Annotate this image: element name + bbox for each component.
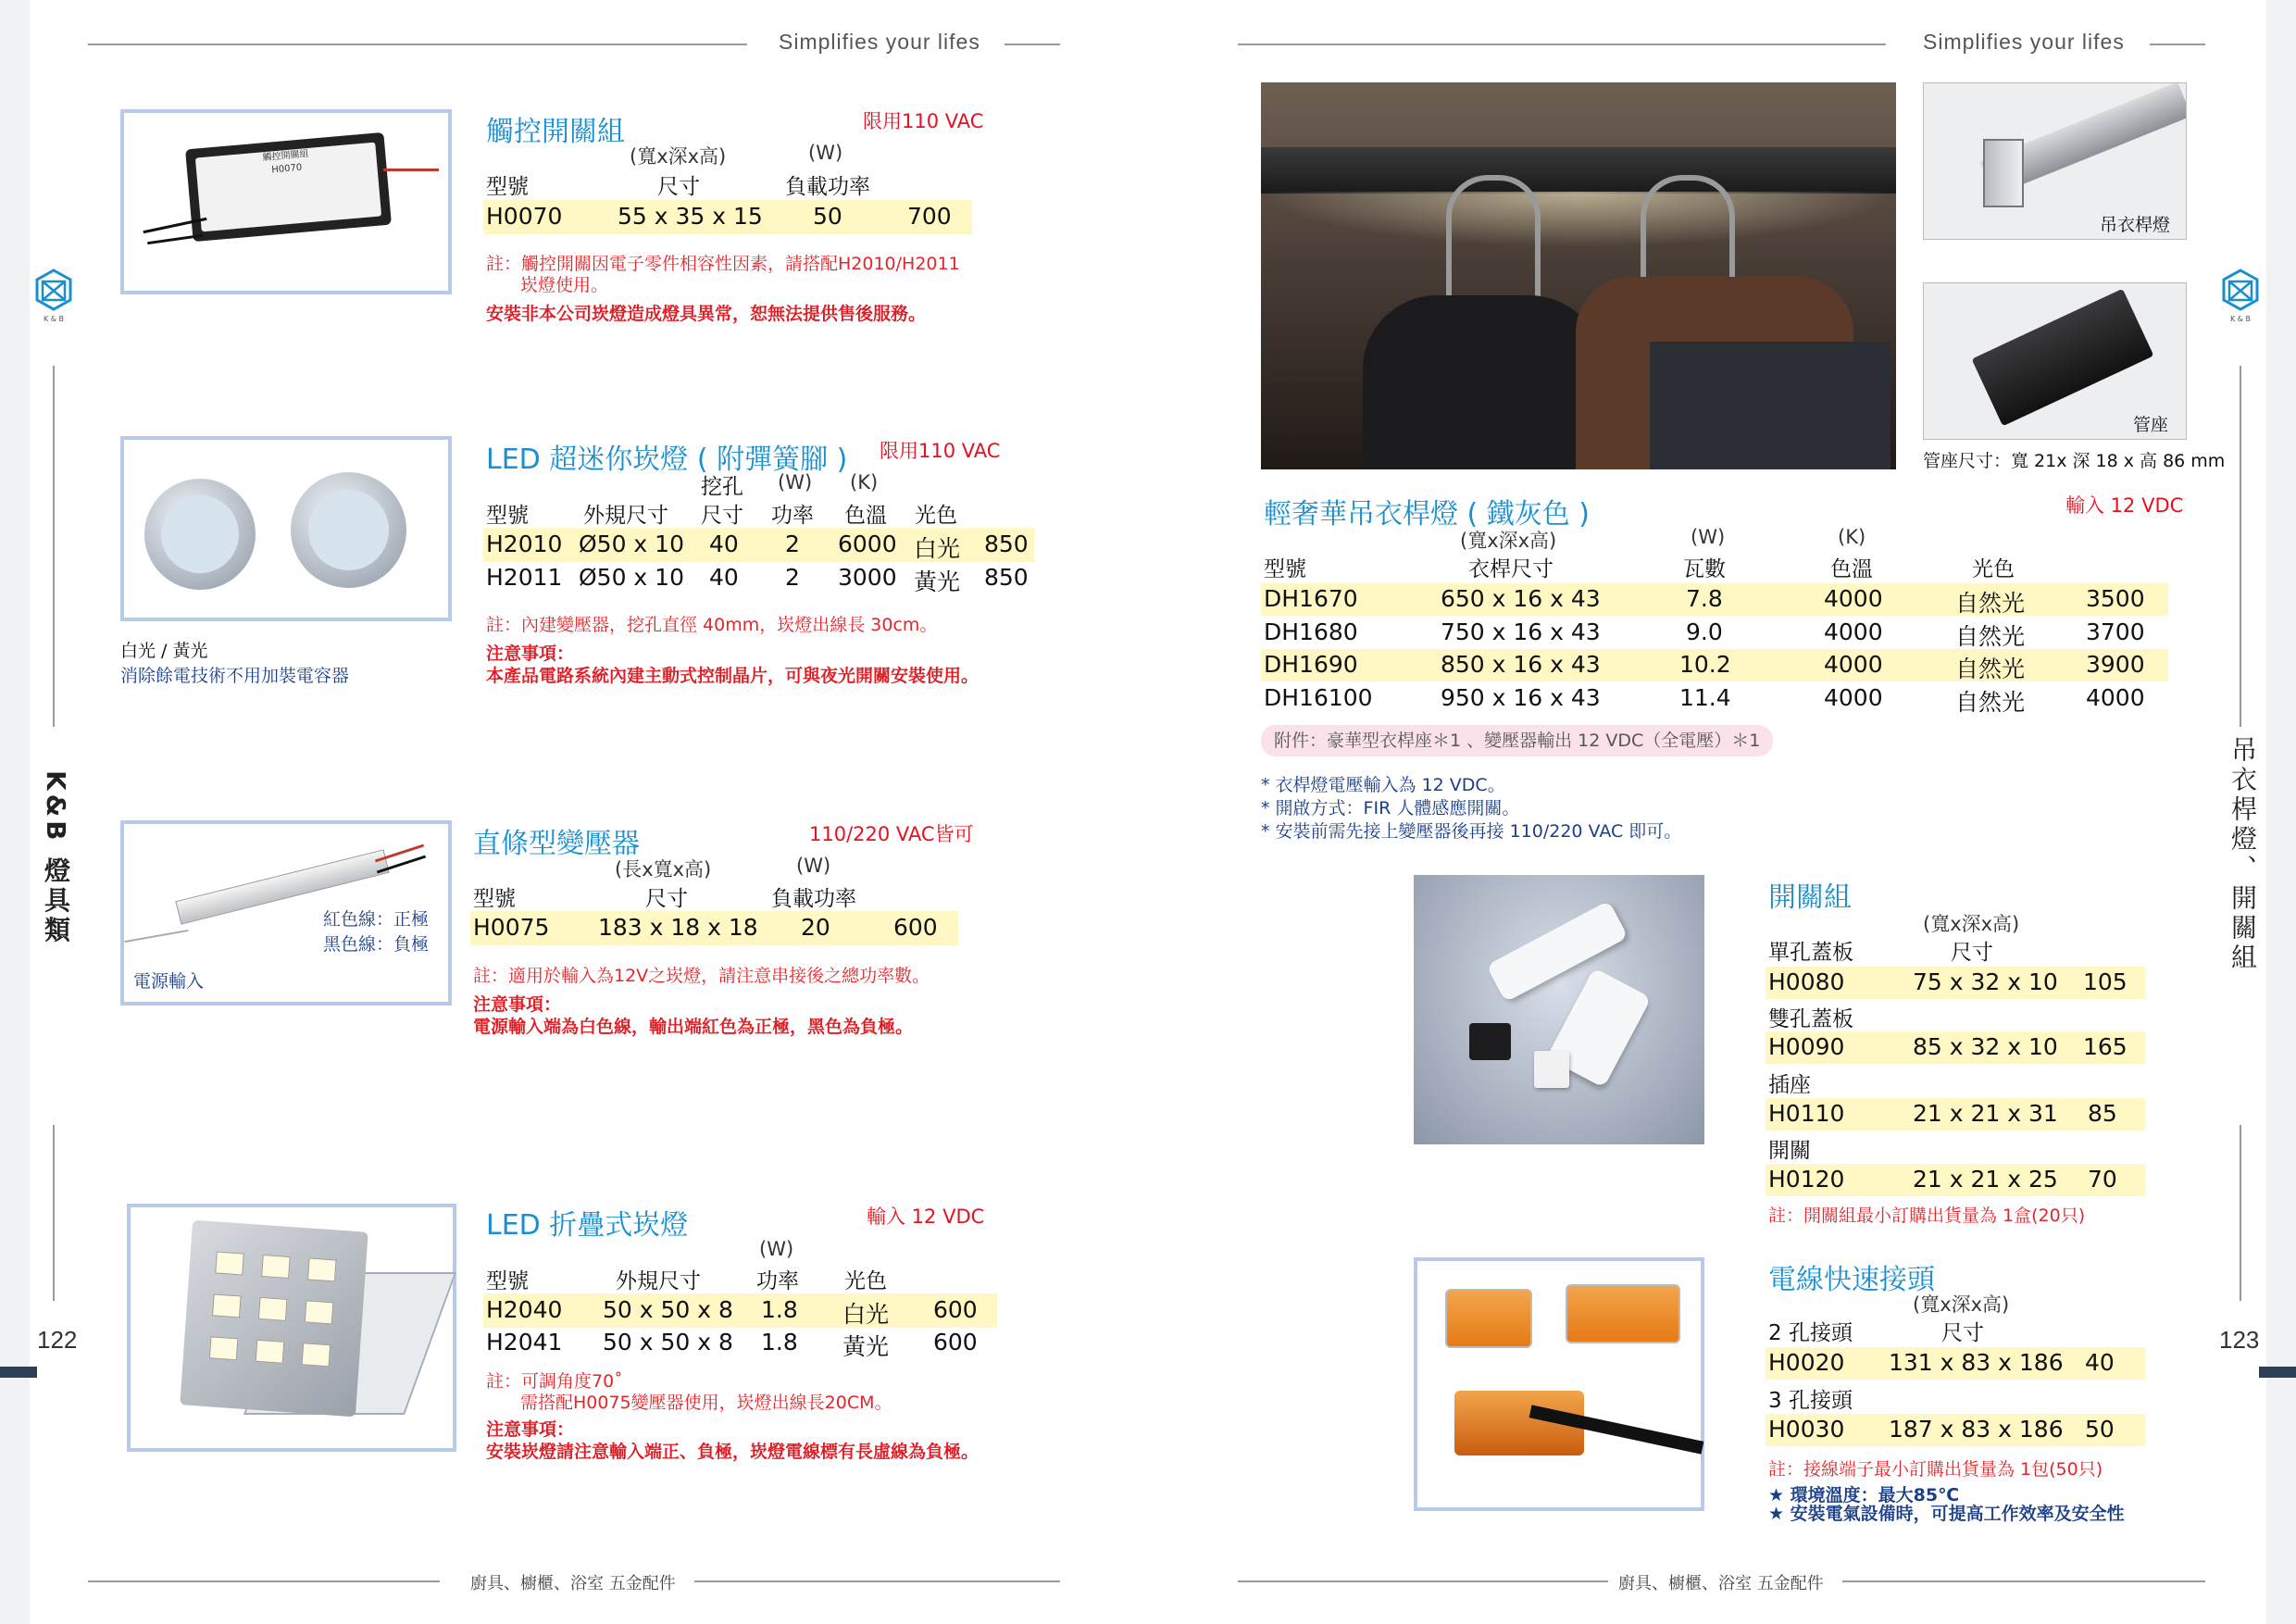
mini-downlight-col-power: 功率: [771, 504, 814, 528]
mini-downlight-row1-price: 850: [984, 531, 1029, 557]
mini-downlight-white: [144, 479, 256, 590]
folding-light-row1-model: H2040: [486, 1296, 563, 1323]
folding-light-col-power: 功率: [756, 1269, 799, 1293]
transformer-col-model: 型號: [473, 887, 516, 911]
switch-set-col-size: 尺寸: [1951, 941, 1993, 965]
header-slogan-right: Simplifies your lifes: [1923, 30, 2125, 54]
touch-switch-row-power: 50: [813, 203, 842, 230]
mini-downlight-row1-power: 2: [785, 531, 800, 557]
connector-row1-size: 131 x 83 x 186: [1889, 1349, 2064, 1376]
transformer-label-input: 電源輸入: [133, 971, 205, 992]
socket-size-caption: 管座尺寸：寬 21x 深 18 x 高 86 mm: [1923, 451, 2226, 471]
folding-light-row2-price: 600: [933, 1329, 978, 1355]
touch-switch-row-model: H0070: [486, 203, 563, 230]
rod-light-unit-k: (K): [1838, 526, 1866, 548]
switch-set-row2-model: H0090: [1768, 1033, 1845, 1060]
brand-logo-left: [35, 269, 72, 323]
folding-light-panel: [180, 1220, 368, 1418]
mini-downlight-row2-outer: Ø50 x 10: [579, 564, 684, 591]
header-slogan-left: Simplifies your lifes: [779, 30, 980, 54]
folding-light-col-color: 光色: [844, 1269, 887, 1293]
switch-set-row1-model: H0080: [1768, 968, 1845, 995]
connector-star-1: ★ 環境溫度：最大85℃: [1768, 1485, 1960, 1505]
transformer-note: 註：適用於輸入為12V之崁燈，請注意串接後之總功率數。: [473, 966, 930, 986]
rod-light-jacket-1: [1363, 295, 1603, 469]
touch-switch-col-model: 型號: [486, 175, 529, 199]
folding-light-unit-w: (W): [759, 1238, 794, 1260]
touch-switch-unit-w: (W): [808, 142, 843, 164]
transformer-image-frame: [120, 820, 452, 1006]
footer-text-right: 廚具、櫥櫃、浴室 五金配件: [1618, 1574, 1824, 1593]
connector-unit-size: (寬x深x高): [1913, 1293, 2010, 1316]
touch-switch-wire-red: [383, 169, 439, 171]
switch-set-note: 註：開關組最小訂購出貨量為 1盒(20只): [1768, 1206, 2086, 1226]
mini-downlight-row2-model: H2011: [486, 564, 563, 591]
header-rule-right-a: [1238, 44, 1886, 45]
touch-switch-row-price: 700: [907, 203, 952, 230]
folding-light-col-model: 型號: [486, 1269, 529, 1293]
transformer-wire-white: [124, 930, 188, 943]
rod-light-row2-model: DH1680: [1264, 618, 1358, 645]
page-tab-left: [0, 1367, 37, 1378]
side-rule-left-bottom: [53, 1125, 55, 1301]
mini-downlight-warn-title: 注意事項：: [486, 643, 575, 664]
rod-light-row2-color: 自然光: [1955, 623, 2026, 650]
folding-light-row2-color: 黃光: [842, 1333, 890, 1360]
switch-set-row3-model: H0110: [1768, 1100, 1845, 1127]
mini-downlight-col-temp: 色溫: [844, 504, 887, 528]
mini-downlight-row1-temp: 6000: [838, 531, 897, 557]
mini-downlight-row2-temp: 3000: [838, 564, 897, 591]
switch-set-group2-name: 雙孔蓋板: [1768, 1007, 1853, 1031]
footer-rule-left-b: [694, 1580, 1060, 1582]
folding-light-note-2: 需搭配H0075變壓器使用，崁燈出線長20CM。: [520, 1393, 892, 1413]
mini-downlight-warning: 本產品電路系統內建主動式控制晶片，可與夜光開關安裝使用。: [486, 666, 980, 686]
touch-switch-note-1: 註：觸控開關因電子零件相容性因素，請搭配H2010/H2011: [486, 254, 960, 274]
switch-set-switch: [1469, 1023, 1511, 1060]
touch-switch-limit: 限用110 VAC: [863, 110, 984, 132]
folding-light-row2-power: 1.8: [761, 1329, 798, 1355]
rail-profile-image: [1923, 82, 2187, 240]
mini-downlight-warm: [291, 472, 406, 588]
footer-text-left: 廚具、櫥櫃、浴室 五金配件: [470, 1574, 676, 1593]
page-tab-right: [2259, 1367, 2296, 1378]
rod-light-unit-w: (W): [1691, 526, 1726, 548]
mini-downlight-col-size: 尺寸: [701, 504, 743, 528]
mini-downlight-row2-color: 黃光: [914, 568, 961, 595]
folding-light-col-outer: 外規尺寸: [616, 1269, 701, 1293]
mini-downlight-caption-1: 白光 / 黃光: [120, 641, 208, 661]
rod-light-jacket-2: [1650, 342, 1890, 469]
connector-2hole: [1445, 1289, 1532, 1348]
touch-switch-note-2: 崁燈使用。: [520, 275, 609, 295]
folding-light-note-1: 註：可調角度70˚: [486, 1371, 623, 1392]
switch-set-row1-price: 105: [2083, 968, 2128, 995]
rod-light-accessory: 附件：豪華型衣桿座＊1 、變壓器輸出 12 VDC（全電壓）＊1: [1261, 725, 1773, 756]
rod-light-photo: [1261, 82, 1896, 469]
touch-switch-row-size: 55 x 35 x 15: [618, 203, 763, 230]
connector-title: 電線快速接頭: [1768, 1264, 1935, 1296]
connector-row1-model: H0020: [1768, 1349, 1845, 1376]
switch-set-row4-size: 21 x 21 x 25: [1913, 1166, 2058, 1193]
footer-rule-right-b: [1842, 1580, 2205, 1582]
connector-star-2: ★ 安裝電氣設備時，可提高工作效率及安全性: [1768, 1504, 2125, 1524]
page-number-right: 123: [2219, 1326, 2260, 1354]
rod-light-row3-temp: 4000: [1824, 651, 1883, 678]
mini-downlight-row1-color: 白光: [914, 535, 961, 562]
transformer-unit-w: (W): [796, 855, 831, 877]
transformer-col-size: 尺寸: [645, 887, 688, 911]
transformer-warning: 電源輸入端為白色線，輸出端紅色為正極，黑色為負極。: [473, 1017, 914, 1037]
side-rule-left-top: [53, 366, 55, 727]
brand-logo-text-left: K & B: [43, 315, 65, 323]
rod-light-row4-model: DH16100: [1264, 684, 1373, 711]
touch-switch-col-size: 尺寸: [657, 175, 700, 199]
connector-image-frame: [1414, 1257, 1704, 1511]
mini-downlight-col-model: 型號: [486, 504, 529, 528]
mini-downlight-row1-outer: Ø50 x 10: [579, 531, 684, 557]
rod-light-row1-watt: 7.8: [1686, 585, 1723, 612]
switch-set-row2-price: 165: [2083, 1033, 2128, 1060]
brand-logo-right: [2222, 269, 2259, 323]
rod-light-col-temp: 色溫: [1830, 557, 1873, 581]
side-rule-right-bottom: [2240, 1125, 2241, 1301]
connector-group1-name: 2 孔接頭: [1768, 1321, 1853, 1345]
connector-row2-price: 50: [2085, 1416, 2115, 1443]
rod-light-row2-price: 3700: [2086, 618, 2145, 645]
rod-light-row4-size: 950 x 16 x 43: [1441, 684, 1601, 711]
rod-light-row2-watt: 9.0: [1686, 618, 1723, 645]
socket-image: [1923, 282, 2187, 440]
touch-switch-col-power: 負載功率: [785, 175, 870, 199]
transformer-row-power: 20: [801, 914, 830, 941]
switch-set-row4-model: H0120: [1768, 1166, 1845, 1193]
folding-light-row1-price: 600: [933, 1296, 978, 1323]
touch-switch-image-frame: [120, 109, 452, 294]
connector-3hole: [1566, 1284, 1680, 1343]
header-rule-right-b: [2150, 44, 2205, 45]
transformer-label-black: 黑色線：負極: [323, 934, 430, 955]
brand-logo-text-right: K & B: [2229, 315, 2252, 323]
rod-light-row2-temp: 4000: [1824, 618, 1883, 645]
folding-light-title: LED 折疊式崁燈: [486, 1209, 689, 1242]
mini-downlight-unit-k: (K): [850, 471, 879, 493]
mini-downlight-limit: 限用110 VAC: [880, 440, 1001, 462]
switch-set-unit-size: (寬x深x高): [1923, 913, 2020, 935]
right-edge-strip: [2266, 0, 2296, 1624]
mini-downlight-image-frame: [120, 436, 452, 621]
mini-downlight-col-outer: 外規尺寸: [583, 504, 668, 528]
rod-light-col-size: 衣桿尺寸: [1468, 557, 1554, 581]
rod-light-row1-temp: 4000: [1824, 585, 1883, 612]
mini-downlight-unit-w: (W): [778, 471, 813, 493]
rod-light-limit: 輸入 12 VDC: [2065, 494, 2184, 517]
transformer-warn-title: 注意事項：: [473, 994, 562, 1015]
rod-light-row4-price: 4000: [2086, 684, 2145, 711]
mini-downlight-row1-model: H2010: [486, 531, 563, 557]
touch-switch-device-label: 觸控開關組: [262, 148, 309, 164]
transformer-row-size: 183 x 18 x 18: [598, 914, 758, 941]
mini-downlight-caption-2: 消除餘電技術不用加裝電容器: [120, 666, 350, 686]
rail-profile-label: 吊衣桿燈: [2100, 215, 2171, 235]
footer-rule-left-a: [88, 1580, 440, 1582]
touch-switch-device: [185, 132, 392, 242]
rod-light-col-model: 型號: [1264, 557, 1306, 581]
switch-set-row1-size: 75 x 32 x 10: [1913, 968, 2058, 995]
transformer-row-model: H0075: [473, 914, 550, 941]
switch-set-row4-price: 70: [2088, 1166, 2117, 1193]
transformer-col-power: 負載功率: [771, 887, 856, 911]
mini-downlight-row1-hole: 40: [709, 531, 739, 557]
rod-light-row1-size: 650 x 16 x 43: [1441, 585, 1601, 612]
folding-light-row1-power: 1.8: [761, 1296, 798, 1323]
rod-light-glow: [1261, 192, 1896, 247]
switch-set-row3-price: 85: [2088, 1100, 2117, 1127]
rod-light-row3-watt: 10.2: [1679, 651, 1731, 678]
switch-set-group3-name: 插座: [1768, 1073, 1811, 1097]
rod-light-row3-price: 3900: [2086, 651, 2145, 678]
rod-light-row1-model: DH1670: [1264, 585, 1358, 612]
connector-row2-size: 187 x 83 x 186: [1889, 1416, 2064, 1443]
connector-row1-price: 40: [2085, 1349, 2115, 1376]
rod-light-row3-model: DH1690: [1264, 651, 1358, 678]
left-edge-strip: [0, 0, 30, 1624]
switch-set-socket: [1534, 1051, 1569, 1088]
mini-downlight-title: LED 超迷你崁燈 ( 附彈簧腳 ): [486, 443, 848, 476]
folding-light-warning: 安裝崁燈請注意輸入端正、負極，崁燈電線標有長虛線為負極。: [486, 1442, 980, 1462]
mini-downlight-row2-price: 850: [984, 564, 1029, 591]
rod-light-row3-size: 850 x 16 x 43: [1441, 651, 1601, 678]
switch-set-row3-size: 21 x 21 x 31: [1913, 1100, 2058, 1127]
rod-light-rail: [1261, 147, 1896, 194]
category-label-left: K&B 燈具類: [41, 770, 71, 946]
mini-downlight-row2-power: 2: [785, 564, 800, 591]
category-label-right: 吊衣桿燈、開關組: [2227, 736, 2258, 973]
switch-set-title: 開關組: [1768, 881, 1852, 914]
socket-label: 管座: [2133, 415, 2169, 435]
rod-light-col-color: 光色: [1972, 557, 2015, 581]
side-rule-right-top: [2240, 366, 2241, 727]
folding-light-row2-model: H2041: [486, 1329, 563, 1355]
touch-switch-device-model: H0070: [270, 162, 303, 176]
switch-set-row2-size: 85 x 32 x 10: [1913, 1033, 2058, 1060]
folding-light-limit: 輸入 12 VDC: [867, 1206, 985, 1228]
transformer-unit-size: (長x寬x高): [615, 858, 712, 881]
folding-light-warn-title: 注意事項：: [486, 1419, 575, 1440]
rod-light-unit-size: (寬x深x高): [1460, 530, 1557, 552]
switch-set-photo: [1414, 875, 1704, 1144]
touch-switch-title: 觸控開關組: [486, 116, 625, 148]
rod-light-col-watt: 瓦數: [1683, 557, 1726, 581]
rod-light-row2-size: 750 x 16 x 43: [1441, 618, 1601, 645]
touch-switch-warning: 安裝非本公司崁燈造成燈具異常，恕無法提供售後服務。: [486, 304, 927, 324]
connector-col-size: 尺寸: [1941, 1321, 1984, 1345]
folding-light-row1-color: 白光: [842, 1301, 890, 1328]
switch-set-group4-name: 開關: [1768, 1139, 1811, 1163]
transformer-row-price: 600: [893, 914, 938, 941]
folding-light-row1-outer: 50 x 50 x 8: [603, 1296, 733, 1323]
page-number-left: 122: [37, 1326, 78, 1354]
mini-downlight-row2-hole: 40: [709, 564, 739, 591]
mini-downlight-note: 註：內建變壓器，挖孔直徑 40mm，崁燈出線長 30cm。: [486, 615, 938, 635]
rod-light-row3-color: 自然光: [1955, 656, 2026, 682]
switch-set-group1-name: 單孔蓋板: [1768, 941, 1853, 965]
rod-light-note-3: * 安裝前需先接上變壓器後再接 110/220 VAC 即可。: [1261, 821, 1682, 842]
transformer-title: 直條型變壓器: [473, 828, 640, 860]
transformer-limit: 110/220 VAC皆可: [809, 823, 974, 845]
rod-light-row4-temp: 4000: [1824, 684, 1883, 711]
socket-body: [1972, 289, 2154, 427]
rod-light-note-1: * 衣桿燈電壓輸入為 12 VDC。: [1261, 775, 1505, 795]
mini-downlight-col-color: 光色: [915, 504, 957, 528]
rod-light-title: 輕奢華吊衣桿燈 ( 鐵灰色 ): [1264, 498, 1591, 531]
folding-light-row2-outer: 50 x 50 x 8: [603, 1329, 733, 1355]
footer-rule-right-a: [1238, 1580, 1608, 1582]
header-rule-left-b: [1004, 44, 1060, 45]
transformer-label-red: 紅色線：正極: [323, 909, 430, 930]
rod-light-row1-price: 3500: [2086, 585, 2145, 612]
folding-light-image-frame: [127, 1204, 456, 1452]
rod-light-row4-color: 自然光: [1955, 689, 2026, 716]
touch-switch-unit-size: (寬x深x高): [630, 145, 727, 168]
connector-group2-name: 3 孔接頭: [1768, 1389, 1853, 1413]
mini-downlight-unit-hole: 挖孔: [701, 475, 743, 499]
header-rule-left-a: [88, 44, 747, 45]
rod-light-note-2: * 開啟方式：FIR 人體感應開關。: [1261, 798, 1520, 818]
connector-note: 註：接線端子最小訂購出貨量為 1包(50只): [1768, 1459, 2103, 1480]
rod-light-row4-watt: 11.4: [1679, 684, 1731, 711]
rod-light-row1-color: 自然光: [1955, 590, 2026, 617]
rail-profile-end: [1983, 139, 2024, 207]
connector-row2-model: H0030: [1768, 1416, 1845, 1443]
